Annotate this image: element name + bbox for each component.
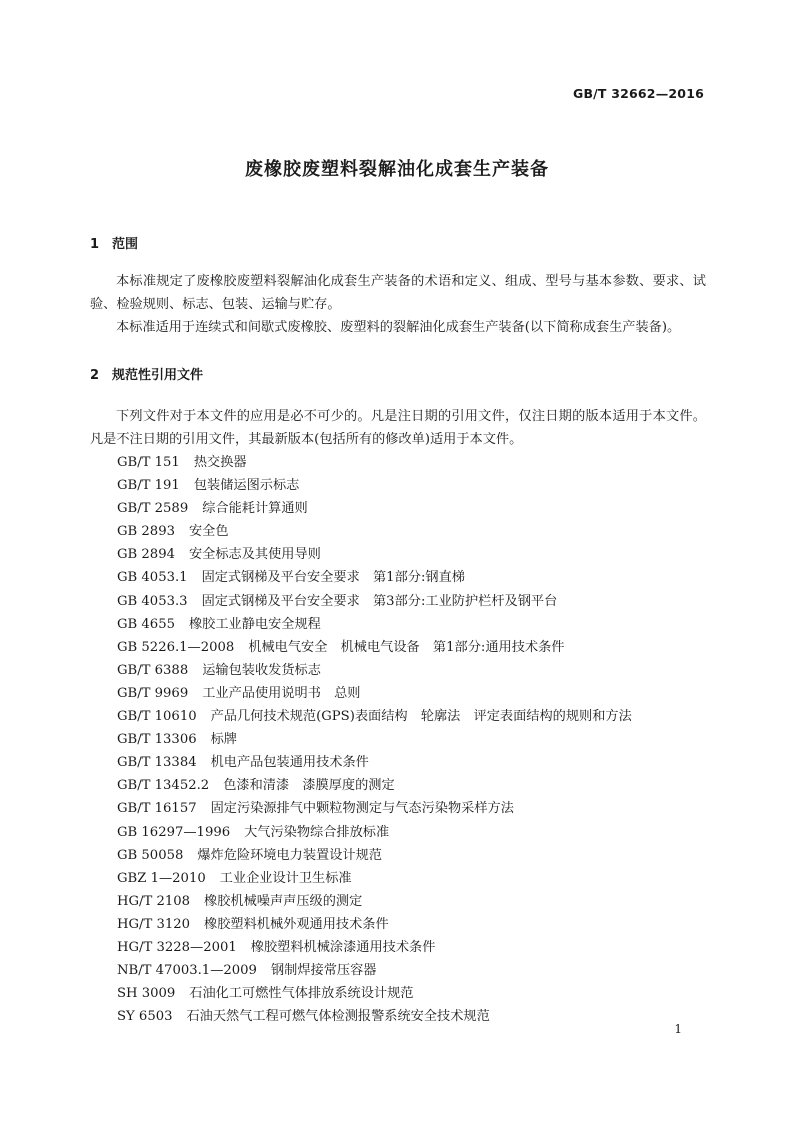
reference-item xyxy=(117,566,632,589)
reference-item xyxy=(117,959,632,982)
reference-code: GB/T 151 xyxy=(117,455,180,470)
reference-item xyxy=(117,705,632,728)
reference-code: GB 4655 xyxy=(117,616,175,632)
reference-item xyxy=(117,682,632,705)
reference-item xyxy=(117,1005,632,1028)
reference-title: 综合能耗计算通则 xyxy=(202,501,308,517)
reference-code: GB 4053.1 xyxy=(117,570,188,586)
reference-title: 运输包装收发货标志 xyxy=(202,662,321,678)
reference-item xyxy=(117,844,632,867)
reference-code: GB/T 10610 xyxy=(117,709,197,725)
reference-title: 橡胶塑料机械外观通用技术条件 xyxy=(204,916,389,932)
reference-item xyxy=(117,982,632,1005)
reference-code: HG/T 3120 xyxy=(117,916,191,932)
reference-item xyxy=(117,520,632,543)
page-number: 1 xyxy=(674,1022,682,1036)
reference-title: 安全标志及其使用导则 xyxy=(188,547,321,563)
reference-title: 机电产品包装通用技术条件 xyxy=(210,755,369,771)
reference-code: GB 50058 xyxy=(117,847,184,863)
reference-item xyxy=(117,774,632,797)
references-intro xyxy=(90,405,706,451)
reference-title: 产品几何技术规范(GPS)表面结构 轮廓法 评定表面结构的规则和方法 xyxy=(210,709,632,725)
reference-code: GB 4053.3 xyxy=(117,593,188,609)
reference-code: GB 5226.1—2008 xyxy=(117,639,235,655)
reference-title: 爆炸危险环境电力装置设计规范 xyxy=(197,847,382,863)
reference-item xyxy=(117,474,632,497)
reference-code: GB/T 13384 xyxy=(117,755,197,771)
reference-code: NB/T 47003.1—2009 xyxy=(117,963,257,979)
reference-item xyxy=(117,913,632,936)
reference-title: 固定式钢梯及平台安全要求 第1部分:钢直梯 xyxy=(201,570,465,586)
reference-code: GB/T 2589 xyxy=(117,501,189,517)
reference-item xyxy=(117,890,632,913)
reference-title: 工业产品使用说明书 总则 xyxy=(202,685,361,701)
reference-code: GBZ 1—2010 xyxy=(117,870,206,886)
reference-item xyxy=(117,543,632,566)
reference-title: 工业企业设计卫生标准 xyxy=(219,870,352,886)
reference-item xyxy=(117,590,632,613)
section-heading-scope xyxy=(90,233,138,252)
reference-item xyxy=(117,821,632,844)
document-title: 废橡胶废塑料裂解油化成套生产装备 xyxy=(245,159,549,180)
reference-code: GB 16297—1996 xyxy=(117,824,231,840)
reference-title: 石油化工可燃性气体排放系统设计规范 xyxy=(189,986,414,1002)
reference-item xyxy=(117,497,632,520)
reference-item xyxy=(117,636,632,659)
reference-item xyxy=(117,451,632,474)
reference-item xyxy=(117,613,632,636)
reference-title: 石油天然气工程可燃气体检测报警系统安全技术规范 xyxy=(186,1009,490,1025)
reference-code: HG/T 2108 xyxy=(117,893,191,909)
reference-title: 标牌 xyxy=(210,732,237,748)
reference-code: GB/T 6388 xyxy=(117,662,189,678)
standard-code: GB/T 32662—2016 xyxy=(572,86,704,101)
reference-code: GB/T 13306 xyxy=(117,732,197,748)
reference-title: 固定式钢梯及平台安全要求 第3部分:工业防护栏杆及钢平台 xyxy=(201,593,558,609)
reference-title: 色漆和清漆 漆膜厚度的测定 xyxy=(223,778,395,794)
reference-code: SY 6503 xyxy=(117,1009,173,1025)
paragraph: 本标准适用于连续式和间歇式废橡胶、废塑料的裂解油化成套生产装备(以下简称成套生产装备)。 xyxy=(116,320,681,335)
reference-title: 橡胶工业静电安全规程 xyxy=(188,616,321,632)
scope-body xyxy=(90,270,706,339)
reference-item xyxy=(117,751,632,774)
reference-item xyxy=(117,936,632,959)
reference-item xyxy=(117,867,632,890)
reference-item xyxy=(117,659,632,682)
section-number: 2 xyxy=(90,368,100,383)
reference-item xyxy=(117,797,632,820)
section-title: 规范性引用文件 xyxy=(112,368,204,383)
reference-title: 大气污染物综合排放标准 xyxy=(244,824,390,840)
reference-title: 包装储运图示标志 xyxy=(193,478,300,494)
reference-title: 机械电气安全 机械电气设备 第1部分:通用技术条件 xyxy=(248,639,565,655)
reference-code: GB/T 13452.2 xyxy=(117,778,210,794)
reference-title: 热交换器 xyxy=(193,455,247,470)
reference-code: GB 2893 xyxy=(117,524,175,540)
section-title: 范围 xyxy=(112,237,139,252)
paragraph: 本标准规定了废橡胶废塑料裂解油化成套生产装备的术语和定义、组成、型号与基本参数、要求、试验、检验规则、标志、包装、运输与贮存。 xyxy=(90,274,706,312)
reference-title: 固定污染源排气中颗粒物测定与气态污染物采样方法 xyxy=(210,801,514,817)
reference-code: HG/T 3228—2001 xyxy=(117,939,237,955)
reference-title: 钢制焊接常压容器 xyxy=(270,963,377,979)
reference-list xyxy=(117,451,632,1028)
reference-item xyxy=(117,728,632,751)
section-heading-normative-references xyxy=(90,364,203,383)
reference-code: GB/T 9969 xyxy=(117,685,189,701)
reference-title: 橡胶机械噪声声压级的测定 xyxy=(204,893,363,909)
reference-code: SH 3009 xyxy=(117,986,176,1002)
reference-code: GB 2894 xyxy=(117,547,175,563)
reference-code: GB/T 191 xyxy=(117,478,180,494)
section-number: 1 xyxy=(90,237,100,252)
paragraph: 下列文件对于本文件的应用是必不可少的。凡是注日期的引用文件，仅注日期的版本适用于本文件。凡是不注日期的引用文件，其最新版本(包括所有的修改单)适用于本文件。 xyxy=(90,409,706,447)
reference-title: 橡胶塑料机械涂漆通用技术条件 xyxy=(250,939,436,955)
reference-title: 安全色 xyxy=(188,524,229,540)
reference-code: GB/T 16157 xyxy=(117,801,197,817)
